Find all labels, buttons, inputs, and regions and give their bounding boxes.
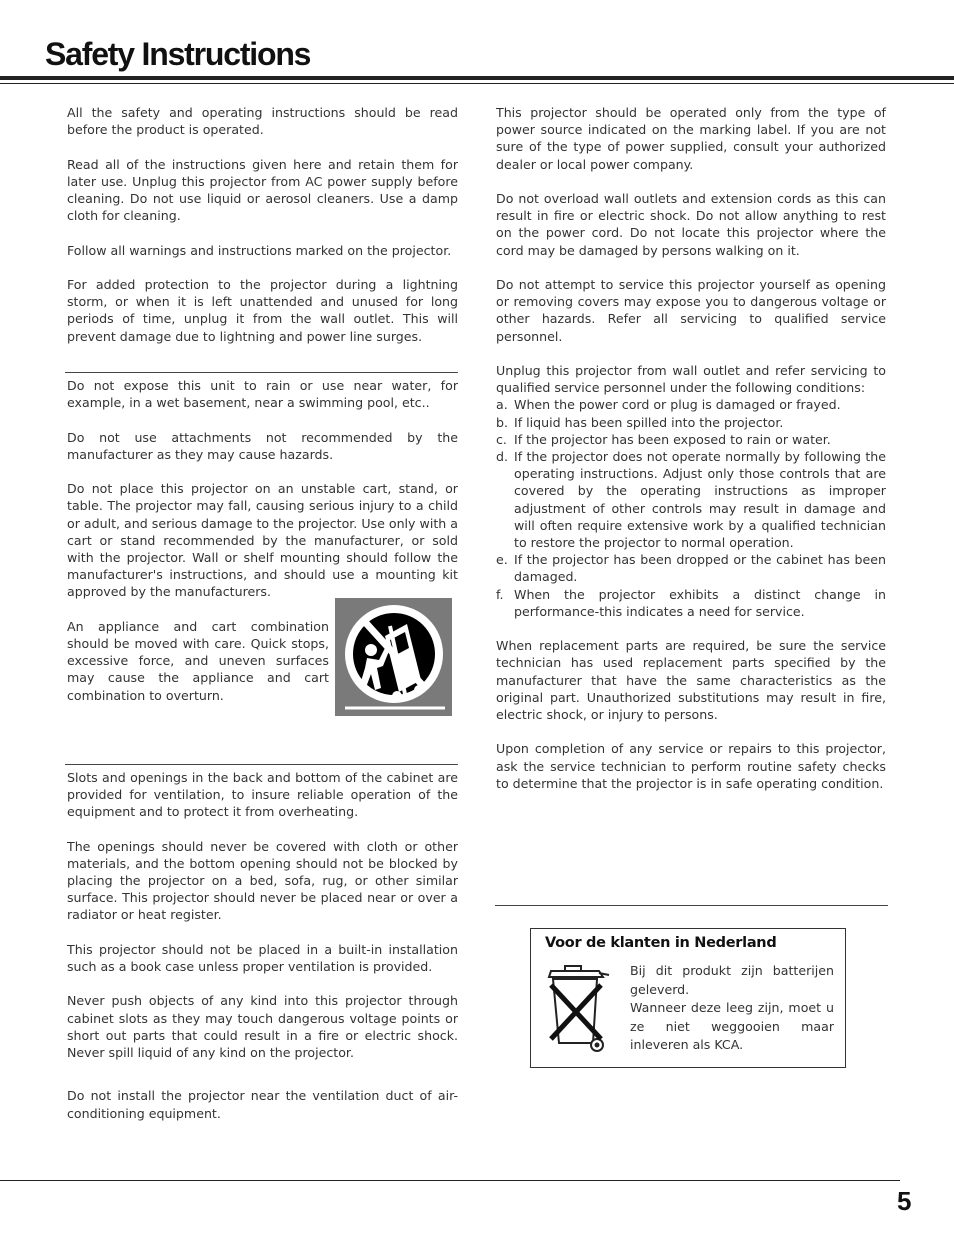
page-title: Safety Instructions <box>45 36 311 72</box>
paragraph: All the safety and operating instructions should be read before the product is operated. <box>67 105 458 138</box>
cart-tip-over-warning-icon <box>335 598 452 716</box>
paragraph: Slots and openings in the back and bottom of the cabinet are provided for ventilation, to insure reliable operation of the equipment and to protect it from overheating. <box>67 769 458 820</box>
section-divider <box>495 905 888 906</box>
cart-warning-block <box>67 618 458 738</box>
paragraph: This projector should be operated only from the type of power source indicated on the marking label. If you are not sure of the type of power supplied, consult your authorized dealer or local power company. <box>496 105 886 172</box>
paragraph: The openings should never be covered with cloth or other materials, and the bottom opening should not be blocked by placing the projector on a bed, sofa, rug, or other similar surface. This projector should never be placed near or over a radiator or heat register. <box>67 838 458 923</box>
paragraph: Do not overload wall outlets and extension cords as this can result in fire or electric shock. Do not allow anything to rest on the power cord. Do not locate this projector where the cord may be damaged by persons walking on it. <box>496 191 886 258</box>
section-divider <box>65 764 458 765</box>
list-item: a. When the power cord or plug is damaged or frayed. <box>496 397 841 413</box>
list-item: c. If the projector has been exposed to rain or water. <box>496 431 831 447</box>
paragraph: An appliance and cart combination should be moved with care. Quick stops, excessive force, and uneven surfaces may cause the appliance and cart combination to overturn. <box>67 618 329 703</box>
service-conditions-list <box>496 396 886 620</box>
paragraph: Follow all warnings and instructions marked on the projector. <box>67 242 452 258</box>
paragraph: For added protection to the projector during a lightning storm, or when it is left unattended and unused for long periods of time, unplug it from the wall outlet. This will prevent damage due to lightning and power line surges. <box>67 276 458 344</box>
paragraph: Never push objects of any kind into this projector through cabinet slots as they may touch dangerous voltage points or short out parts that could result in a fire or electric shock. Never spill liquid of any kind on the projector. <box>67 993 458 1060</box>
crossed-out-wheelie-bin-icon <box>545 963 611 1053</box>
bottom-rule <box>0 1180 900 1181</box>
paragraph: Read all of the instructions given here and retain them for later use. Unplug this projector from AC power supply before cleaning. Do not use liquid or aerosol cleaners. Use a damp cloth for cleaning. <box>67 156 458 224</box>
left-column <box>67 104 458 1139</box>
netherlands-battery-notice <box>530 928 846 1068</box>
paragraph: Unplug this projector from wall outlet and refer servicing to qualified service personnel under the following conditions: <box>496 363 886 396</box>
list-item: d. If the projector does not operate normally by following the operating instructions. Adjust only those controls that are covered by the operating instructions as improper adjustment of other controls may result in damage and will often require extensive work by a qualified technician to restore the projector to normal operation. <box>496 449 886 551</box>
paragraph: Do not install the projector near the ventilation duct of air-conditioning equipment. <box>67 1088 458 1121</box>
top-rule-thin <box>0 83 954 84</box>
list-item: b. If liquid has been spilled into the projector. <box>496 414 784 430</box>
paragraph: This projector should not be placed in a built-in installation such as a book case unless proper ventilation is provided. <box>67 941 458 974</box>
list-item: e. If the projector has been dropped or the cabinet has been damaged. <box>496 552 886 585</box>
paragraph: When replacement parts are required, be sure the service technician has used replacement parts specified by the manufacturer that have the same characteristics as the original part. Unauthorized substitutions may result in fire, electric shock, or injury to persons. <box>496 638 886 723</box>
paragraph: Do not place this projector on an unstable cart, stand, or table. The projector may fall, causing serious injury to a child or adult, and serious damage to the projector. Use only with a cart or stand recommended by the manufacturer, or sold with the projector. Wall or shelf mounting should follow the manufacturer's instructions, and should use a mounting kit approved by the manufacturers. <box>67 481 458 600</box>
page-number: 5 <box>897 1186 912 1216</box>
right-column <box>496 104 886 809</box>
paragraph: Do not attempt to service this projector yourself as opening or removing covers may expose you to dangerous voltage or other hazards. Refer all servicing to qualified service personnel. <box>496 277 886 344</box>
section-divider <box>65 372 458 373</box>
paragraph: Do not use attachments not recommended by the manufacturer as they may cause hazards. <box>67 429 458 462</box>
top-rule <box>0 76 954 80</box>
paragraph: Do not expose this unit to rain or use near water, for example, in a wet basement, near a swimming pool, etc.. <box>67 377 458 411</box>
notice-text: Bij dit produkt zijn batterijen geleverd. Wanneer deze leeg zijn, moet u ze niet weggooien maar inleveren als KCA. <box>630 963 834 1052</box>
list-item: f. When the projector exhibits a distinct change in performance-this indicates a need for service. <box>496 586 886 619</box>
paragraph: Upon completion of any service or repairs to this projector, ask the service technician to perform routine safety checks to determine that the projector is in safe operating condition. <box>496 741 886 791</box>
notice-title: Voor de klanten in Nederland <box>545 935 777 951</box>
